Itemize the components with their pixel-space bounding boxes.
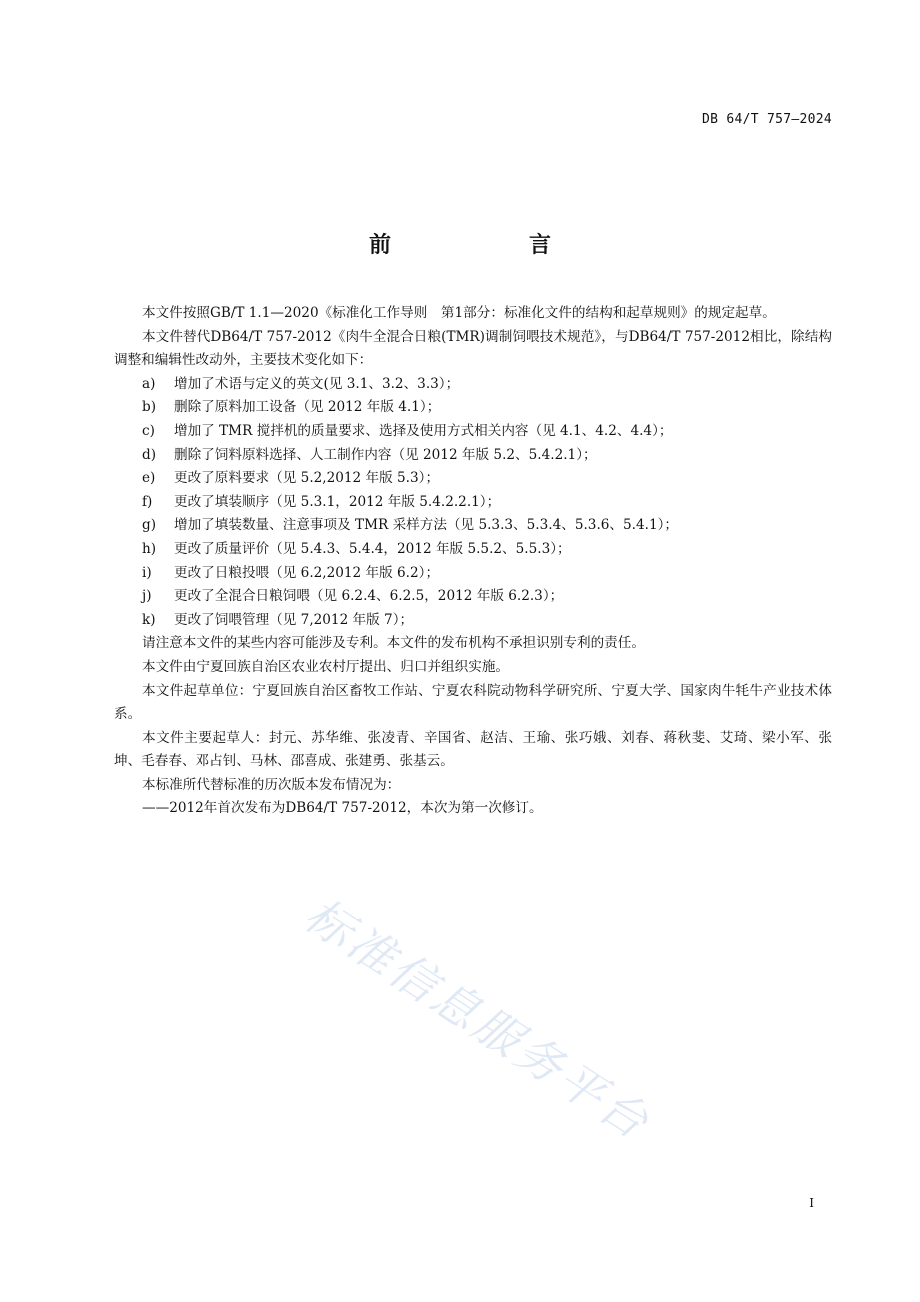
list-marker: k): [142, 611, 156, 628]
drafting-units-paragraph: 本文件起草单位：宁夏回族自治区畜牧工作站、宁夏农科院动物科学研究所、宁夏大学、国家肉牛牦牛产业技术体系。: [114, 682, 832, 723]
list-item-text: 增加了术语与定义的英文(见 3.1、3.2、3.3）；: [174, 375, 460, 392]
list-marker: c): [142, 422, 155, 439]
list-item: [114, 373, 832, 397]
standard-code: DB 64/T 757—2024: [701, 112, 832, 127]
list-item-text: 更改了填装顺序（见 5.3.1，2012 年版 5.4.2.2.1）；: [174, 493, 501, 510]
list-item: [114, 514, 832, 538]
list-marker: g): [142, 517, 157, 534]
list-item-text: 更改了质量评价（见 5.4.3、5.4.4，2012 年版 5.5.2、5.5.3）；: [174, 540, 571, 557]
list-marker: h): [142, 540, 157, 557]
version-history-item: ——2012年首次发布为DB64/T 757-2012，本次为第一次修订。: [142, 800, 543, 817]
list-marker: d): [142, 446, 157, 463]
proposer-paragraph: 本文件由宁夏回族自治区农业农村厅提出、归口并组织实施。: [142, 658, 510, 675]
page-title: 前 言: [368, 233, 609, 258]
list-item-text: 更改了饲喂管理（见 7,2012 年版 7）；: [174, 611, 414, 628]
drafters-paragraph: 本文件主要起草人：封元、苏华维、张凌青、辛国省、赵洁、王瑜、张巧娥、刘春、蒋秋斐、艾琦、梁小军、张坤、毛春春、邓占钊、马林、邵喜成、张建勇、张基云。: [114, 729, 832, 770]
list-item: [114, 585, 832, 609]
list-item: [114, 562, 832, 586]
version-history-heading: 本标准所代替标准的历次版本发布情况为：: [142, 776, 401, 793]
intro-paragraph: 本文件按照GB/T 1.1—2020《标准化工作导则 第1部分：标准化文件的结构和起草规则》的规定起草。: [142, 305, 776, 321]
list-marker: a): [142, 375, 156, 392]
list-item: [114, 420, 832, 444]
list-item-text: 更改了原料要求（见 5.2,2012 年版 5.3）；: [174, 470, 440, 487]
list-item-text: 删除了饲料原料选择、人工制作内容（见 2012 年版 5.2、5.4.2.1）；: [174, 446, 597, 463]
list-item: [114, 444, 832, 468]
list-marker: j): [142, 588, 152, 605]
intro-paragraph: 本文件替代DB64/T 757-2012《肉牛全混合日粮(TMR)调制饲喂技术规范》，与DB64/T 757-2012相比，除结构调整和编辑性改动外，主要技术变化如下：: [114, 328, 832, 369]
changes-list: [114, 373, 832, 633]
list-item-text: 增加了 TMR 搅拌机的质量要求、选择及使用方式相关内容（见 4.1、4.2、4.4）；: [174, 422, 673, 439]
list-item-text: 增加了填装数量、注意事项及 TMR 采样方法（见 5.3.3、5.3.4、5.3.6、5.4.1）；: [174, 517, 678, 534]
list-item: [114, 467, 832, 491]
list-item-text: 更改了全混合日粮饲喂（见 6.2.4、6.2.5，2012 年版 6.2.3）；: [174, 588, 564, 605]
list-marker: b): [142, 399, 157, 416]
list-item-text: 删除了原料加工设备（见 2012 年版 4.1）；: [174, 399, 441, 416]
list-item: [114, 609, 832, 633]
page-number: I: [809, 1196, 814, 1210]
list-marker: f): [142, 493, 153, 510]
list-item: [114, 491, 832, 515]
list-marker: e): [142, 470, 156, 487]
list-item-text: 更改了日粮投喂（见 6.2,2012 年版 6.2）；: [174, 564, 440, 581]
watermark: 标准信息服务平台: [295, 887, 661, 1151]
list-item: [114, 538, 832, 562]
list-item: [114, 396, 832, 420]
list-marker: i): [142, 564, 152, 581]
document-body: [114, 302, 832, 821]
patent-notice: 请注意本文件的某些内容可能涉及专利。本文件的发布机构不承担识别专利的责任。: [142, 635, 645, 652]
